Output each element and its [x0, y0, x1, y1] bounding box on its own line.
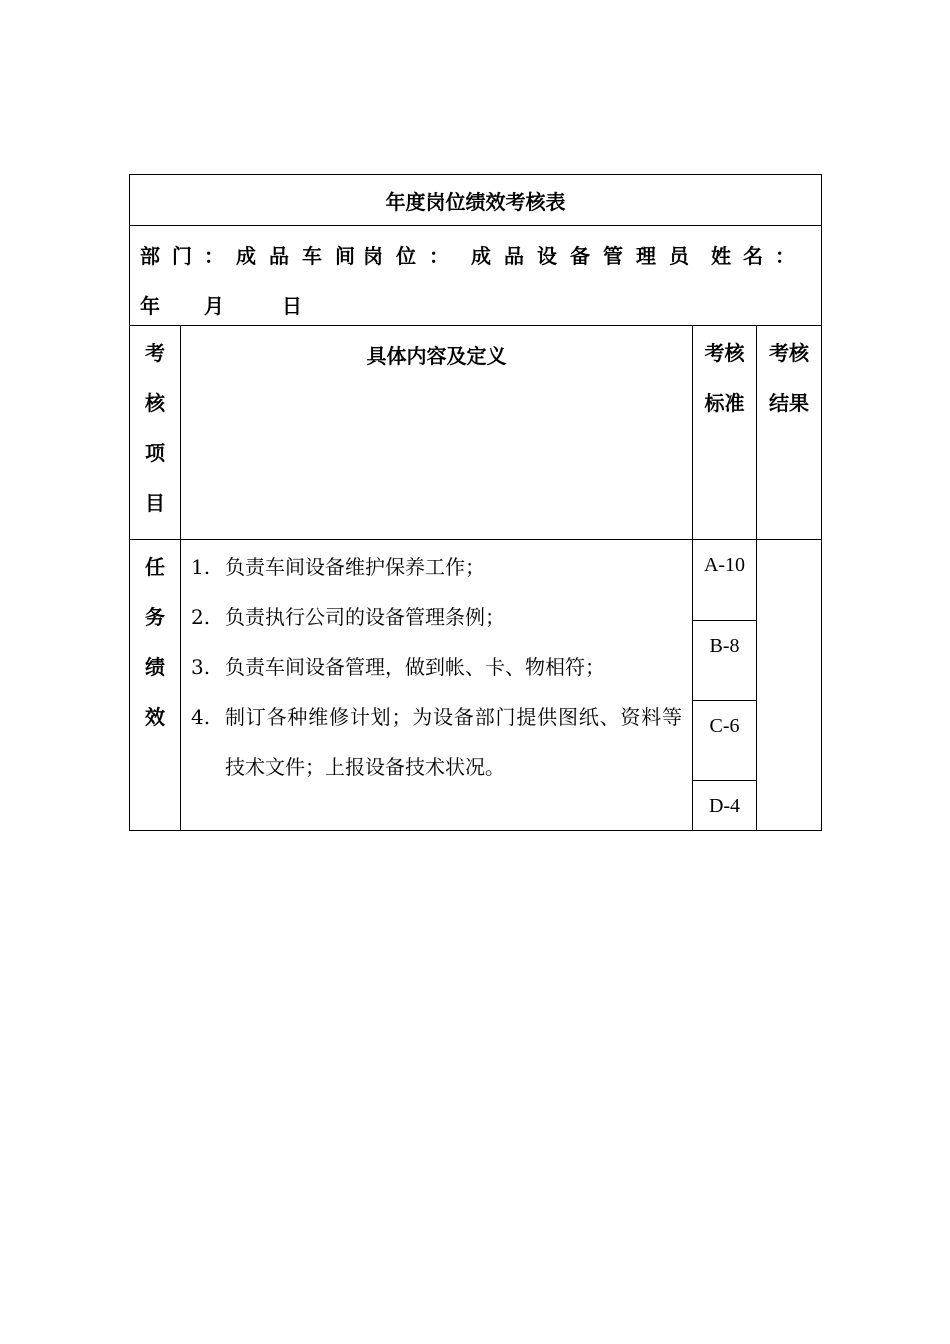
department-value: 成品车间: [236, 244, 368, 268]
grade-b: B-8: [693, 620, 756, 701]
info-line-1: [140, 240, 807, 269]
list-item: 3. 负责车间设备管理，做到帐、卡、物相符；: [191, 655, 605, 679]
date-day: 日: [282, 294, 302, 318]
name-label: 姓名：: [711, 244, 807, 268]
department-group: [140, 240, 368, 269]
performance-appraisal-table: [129, 174, 822, 831]
info-line-2: [140, 290, 302, 319]
task-content: [181, 540, 693, 831]
department-label: 部门：: [140, 244, 236, 268]
date-year: 年: [140, 294, 160, 318]
grade-c: C-6: [693, 700, 756, 781]
header-item: 考 核 项 目: [130, 326, 181, 540]
list-item: 4. 制订各种维修计划；为设备部门提供图纸、资料等技术文件；上报设备技术状况。: [191, 705, 682, 779]
list-item: 1. 负责车间设备维护保养工作；: [191, 555, 485, 579]
table-title: 年度岗位绩效考核表: [130, 175, 822, 226]
position-value: 成品设备管理员: [471, 244, 702, 268]
task-list: [181, 540, 692, 792]
grade-a: A-10: [703, 554, 746, 576]
grade-standards: [693, 540, 757, 831]
date-month: 月: [204, 294, 224, 318]
header-standard: 考核 标准: [693, 326, 757, 540]
result-cell[interactable]: [757, 540, 822, 831]
header-content: 具体内容及定义: [181, 326, 693, 540]
header-result: 考核 结果: [757, 326, 822, 540]
grade-d: D-4: [693, 780, 756, 829]
position-label: 岗位：: [363, 244, 462, 268]
list-item: 2. 负责执行公司的设备管理条例；: [191, 605, 505, 629]
task-category: 任 务 绩 效: [130, 540, 181, 831]
info-row: [130, 226, 822, 326]
